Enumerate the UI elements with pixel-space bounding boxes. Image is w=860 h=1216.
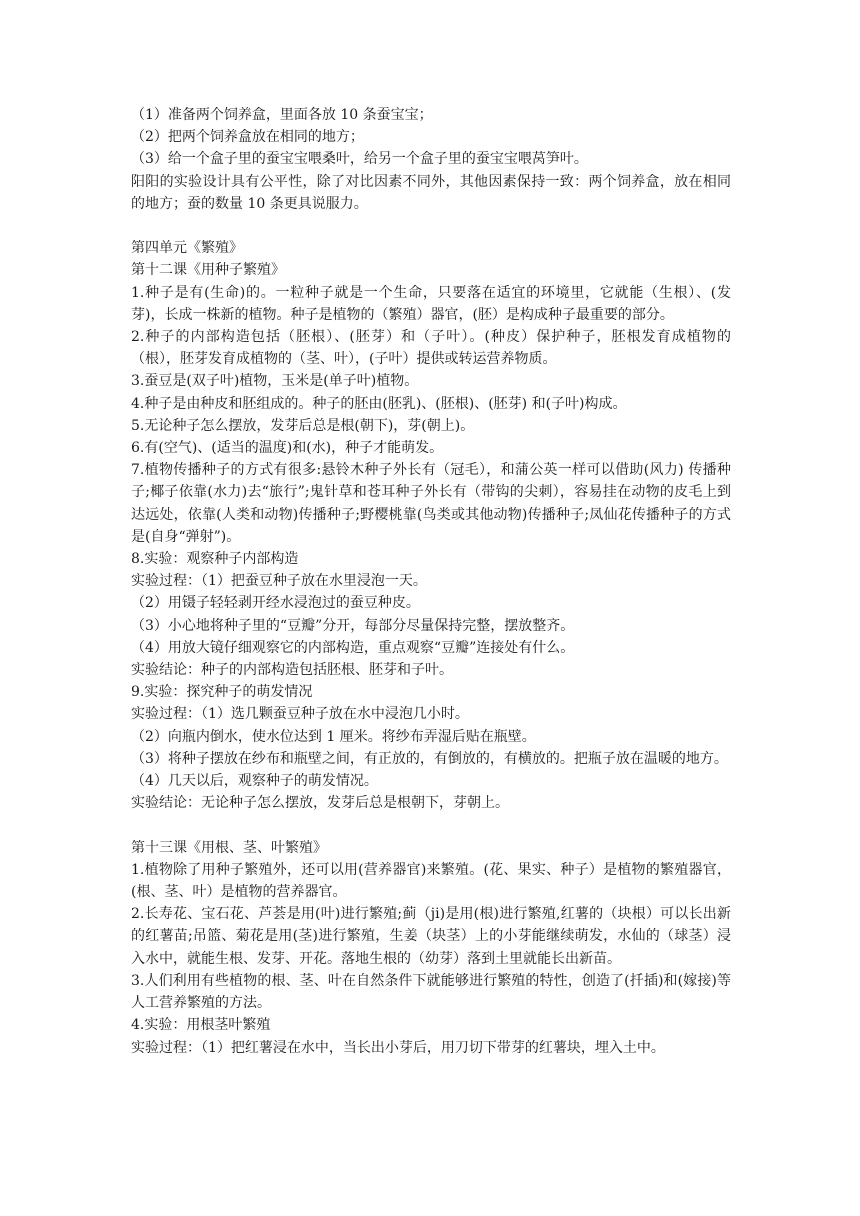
paragraph: 实验过程：（1）选几颗蚕豆种子放在水中浸泡几小时。 xyxy=(131,706,469,723)
paragraph: 阳阳的实验设计具有公平性，除了对比因素不同外，其他因素保持一致：两个饲养盒，放在相同的地方；蚕的数量 10 条更具说服力。 xyxy=(131,173,731,212)
paragraph: 7.植物传播种子的方式有很多:悬铃木种子外长有（冠毛），和蒲公英一样可以借助(风力) 传播种子;椰子依靠(水力)去“旅行”;鬼针草和苍耳种子外长有（带钩的尖刺），容易挂在动物的皮毛上到达远处，依靠(人类和动物)传播种子;野樱桃靠(鸟类或其他动物)传播种子;凤仙花传播种子的方式是(自身“弹射”)。 xyxy=(131,462,731,545)
paragraph: （2）用镊子轻轻剥开经水浸泡过的蚕豆种皮。 xyxy=(131,595,420,612)
paragraph: （2）把两个饲养盒放在相同的地方； xyxy=(131,129,364,146)
paragraph: 9.实验：探究种子的萌发情况 xyxy=(131,684,313,701)
paragraph: （2）向瓶内倒水，使水位达到 1 厘米。将纱布弄湿后贴在瓶壁。 xyxy=(131,728,536,745)
paragraph: 8.实验：观察种子内部构造 xyxy=(131,551,299,568)
document-body xyxy=(131,104,731,1059)
paragraph: 1.种子是有(生命)的。一粒种子就是一个生命，只要落在适宜的环境里，它就能（生根）、(发芽)，长成一株新的植物。种子是植物的（繁殖）器官，(胚）是构成种子最重要的部分。 xyxy=(131,284,731,323)
paragraph: 实验过程：（1）把蚕豆种子放在水里浸泡一天。 xyxy=(131,573,427,590)
paragraph: （3）小心地将种子里的“豆瓣”分开，每部分尽量保持完整，摆放整齐。 xyxy=(131,617,575,634)
blank-line xyxy=(131,814,731,836)
paragraph: 实验结论：无论种子怎么摆放，发芽后总是根朝下，芽朝上。 xyxy=(131,795,509,812)
blank-line xyxy=(131,215,731,237)
paragraph: （1）准备两个饲养盒，里面各放 10 条蚕宝宝； xyxy=(131,107,433,123)
paragraph: 实验过程：（1）把红薯浸在水中，当长出小芽后，用刀切下带芽的红薯块，埋入土中。 xyxy=(131,1039,665,1056)
paragraph: 4.实验：用根茎叶繁殖 xyxy=(131,1017,271,1034)
lesson-heading: 第十三课《用根、茎、叶繁殖》 xyxy=(131,839,327,856)
paragraph: 3.蚕豆是(双子叶)植物，玉米是(单子叶)植物。 xyxy=(131,373,419,390)
paragraph: 5.无论种子怎么摆放，发芽后总是根(朝下)，芽(朝上)。 xyxy=(131,417,475,434)
unit-heading: 第四单元《繁殖》 xyxy=(131,240,243,257)
paragraph: （3）将种子摆放在纱布和瓶壁之间，有正放的，有倒放的，有横放的。把瓶子放在温暖的地方。 xyxy=(131,750,728,767)
paragraph: 4.种子是由种皮和胚组成的。种子的胚由(胚乳)、(胚根)、(胚芽) 和(子叶)构成。 xyxy=(131,395,627,412)
paragraph: （3）给一个盒子里的蚕宝宝喂桑叶，给另一个盒子里的蚕宝宝喂莴笋叶。 xyxy=(131,151,588,168)
paragraph: 3.人们利用有些植物的根、茎、叶在自然条件下就能够进行繁殖的特性，创造了(扦插)和(嫁接)等人工营养繁殖的方法。 xyxy=(131,972,731,1012)
paragraph: 实验结论：种子的内部构造包括胚根、胚芽和子叶。 xyxy=(131,662,453,679)
paragraph: 1.植物除了用种子繁殖外，还可以用(营养器官)来繁殖。(花、果实、种子）是植物的繁殖器官，(根、茎、叶）是植物的营养器官。 xyxy=(131,861,731,901)
paragraph: （4）几天以后，观察种子的萌发情况。 xyxy=(131,773,378,790)
paragraph: （4）用放大镜仔细观察它的内部构造，重点观察“豆瓣”连接处有什么。 xyxy=(131,639,575,656)
paragraph: 2.种子的内部构造包括（胚根）、(胚芽）和（子叶）。(种皮）保护种子，胚根发育成植物的（根），胚芽发育成植物的（茎、叶），(子叶）提供或转运营养物质。 xyxy=(131,329,731,368)
paragraph: 6.有(空气)、(适当的温度)和(水)，种子才能萌发。 xyxy=(131,440,444,457)
paragraph: 2.长寿花、宝石花、芦荟是用(叶)进行繁殖;蓟（ji)是用(根)进行繁殖,红薯的（块根）可以长出新的红薯苗;吊篮、菊花是用(茎)进行繁殖，生姜（块茎）上的小芽能继续萌发，水仙的（球茎）浸入水中，就能生根、发芽、开花。落地生根的（幼芽）落到土里就能长出新苗。 xyxy=(131,906,731,967)
lesson-heading: 第十二课《用种子繁殖》 xyxy=(131,262,285,279)
